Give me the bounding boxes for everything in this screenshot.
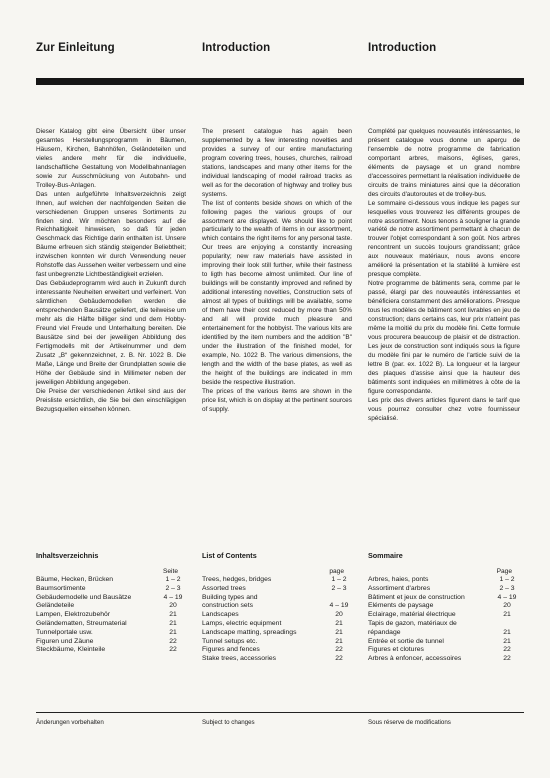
toc-row (368, 638, 520, 647)
toc-row-page: 2 – 3 (499, 584, 515, 592)
toc-row (36, 620, 186, 629)
toc-row (202, 629, 352, 638)
toc-row (202, 646, 352, 655)
footer-german: Änderungen vorbehalten (36, 719, 104, 726)
toc-row-page: 21 (335, 619, 343, 627)
toc-row-label: Tunnelportale usw. (36, 628, 93, 636)
toc-row-label: Eclairage, matérial électrique (368, 611, 456, 619)
toc-row-page: 4 – 19 (163, 593, 183, 601)
toc-row-label: Bäume, Hecken, Brücken (36, 576, 114, 583)
toc-row-page: 2 – 3 (165, 584, 181, 592)
toc-row (368, 646, 520, 655)
toc-row-label: construction sets (202, 602, 253, 610)
toc-row-page: 22 (169, 637, 177, 645)
toc-row (202, 611, 352, 620)
paragraph: Les prix des divers articles figurent dans le tarif que vous pourrez consulter chez votre fournisseur spécialisé. (368, 396, 520, 422)
toc-title: List of Contents (202, 551, 257, 560)
toc-row-label: Baumsortimente (36, 584, 86, 592)
toc-row (36, 602, 186, 611)
toc-row-label: Stake trees, accessories (202, 655, 277, 663)
toc-row-page: 21 (169, 611, 177, 619)
toc-row (368, 602, 520, 611)
toc-row (202, 602, 352, 611)
body-french (368, 128, 520, 423)
toc-row-label: Trees, hedges, bridges (202, 576, 272, 583)
toc-row (202, 594, 352, 603)
toc-row-page: 20 (169, 602, 177, 610)
toc-english (202, 551, 352, 664)
toc-row-page: 21 (335, 628, 343, 636)
paragraph: The prices of the various items are shown in the price list, which is on display at the pertinent sources of supply. (202, 387, 352, 413)
toc-title: Inhaltsverzeichnis (36, 551, 99, 560)
toc-page-label: page (329, 568, 344, 575)
paragraph: Complété par quelques nouveautés intéressantes, le présent catalogue vous donne un aperçu de l'ensemble de notre programme de fabrication comportant arbres, maisons, églises, gares, éléments de paysage et un grand nombre d'accessoires permettant la réalisation individuelle de circuits de trains miniatures ainsi que la décoration des circuits d'autoroutes et de trolley-bus. (368, 128, 520, 198)
toc-title: Sommaire (368, 551, 403, 560)
toc-row-page: 20 (503, 602, 511, 610)
toc-row-page: 22 (335, 655, 343, 663)
heading-german: Zur Einleitung (36, 42, 115, 54)
toc-row-page: 1 – 2 (165, 576, 181, 583)
toc-row-label: Assorted trees (202, 584, 246, 592)
toc-row (36, 611, 186, 620)
toc-row (368, 611, 520, 620)
toc-row-label: Assortiment d'arbres (368, 584, 431, 592)
paragraph: Dieser Katalog gibt eine Übersicht über unser gesamtes Herstellungsprogramm in Bäumen, Häusern, Kirchen, Bahnhöfen, Geländeteilen und vieles andere mehr für die individuelle, landschaftliche Gestaltung von Modellbahnanlagen sowie zur Ausschmückung von Autobahn- und Trolley-Bus-Anlagen. (36, 128, 186, 189)
toc-row (36, 576, 186, 585)
toc-row-page: 21 (335, 637, 343, 645)
footer-french: Sous réserve de modifications (368, 719, 451, 726)
toc-row (368, 655, 520, 664)
toc-row-label: répandage (368, 628, 401, 636)
paragraph: Die Preise der verschiedenen Artikel sind aus der Preisliste ersichtlich, die Sie bei den einschlägigen Bezugsquellen einsehen können. (36, 387, 186, 413)
toc-row (368, 585, 520, 594)
toc-row-label: Bâtiment et jeux de construction (368, 593, 465, 601)
toc-row-label: Landscapes (202, 611, 239, 619)
toc-row-label: Lampen, Elektrozubehör (36, 611, 111, 619)
toc-row-page: 22 (169, 646, 177, 654)
toc-row-label: Steckbäume, Kleinteile (36, 646, 106, 654)
toc-french (368, 551, 520, 664)
toc-row (368, 594, 520, 603)
paragraph: The present catalogue has again been supplemented by a few interesting novelties and provides a survey of our entire manufacturing program covering trees, houses, churches, railroad stations, landscapes and many other items for the individual landscaping of model railroad tracks as well as for the decoration of highway and trolley bus systems. (202, 128, 352, 198)
body-german (36, 128, 186, 415)
toc-row-label: Figures and fences (202, 646, 260, 654)
toc-row-label: Geländematten, Streumaterial (36, 619, 127, 627)
toc-row-page: 21 (169, 619, 177, 627)
toc-row-label: Entrée et sortie de tunnel (368, 637, 444, 645)
toc-row-page: 20 (335, 611, 343, 619)
toc-german (36, 551, 186, 655)
toc-row (36, 629, 186, 638)
toc-row-page: 21 (169, 628, 177, 636)
paragraph: Das Gebäudeprogramm wird auch in Zukunft durch interessante Neuheiten erweitert und verfeinert. Von sämtlichen Gebäudemodellen werden die entsprechenden Bausätze geliefert, die teilweise um mehr als die Hälfte billiger sind und dem Hobby-Freund viel Freude und Unterhaltung bereiten. Die Bausätze sind bei der jeweiligen Abbildung des Fertigmodells mit der Artikelnummer und dem Zusatz „B“ gekennzeichnet, z. B. Nr. 1022 B. Die Maße, Länge und Breite der Grundplatten sowie die Höhe der Gebäude sind in Millimeter neben der jeweiligen Abbildung angegeben. (36, 280, 186, 386)
toc-row-label: Building types and (202, 593, 258, 601)
toc-page-label: Seite (162, 568, 178, 575)
toc-row (202, 638, 352, 647)
toc-row-page: 22 (335, 646, 343, 654)
toc-row-page: 4 – 19 (497, 593, 517, 601)
paragraph: Das unten aufgeführte Inhaltsverzeichnis zeigt Ihnen, auf welchen der nachfolgenden Seiten die verschiedenen Gruppen unseres Sortiments zu finden sind. Wir möchten besonders auf die Reichhaltigkeit hinweisen, so daß für jeden Geschmack das Richtige darin enthalten ist. Unsere Bäume erfreuen sich ständig steigender Beliebtheit; inzwischen konnten wir durch Verwendung neuer Rohstoffe das Aussehen weiter verbessern und eine fast unbegrenzte Lichtbeständigkeit erzielen. (36, 190, 186, 279)
toc-row (368, 576, 520, 585)
toc-row (368, 620, 520, 629)
toc-row-label: Tunnel setups etc. (202, 637, 258, 645)
toc-row-page: 21 (503, 637, 511, 645)
toc-row-label: Eléments de paysage (368, 602, 434, 610)
toc-row (202, 585, 352, 594)
toc-row (202, 576, 352, 585)
toc-row-label: Geländeteile (36, 602, 75, 610)
toc-row-page: 4 – 19 (329, 602, 349, 610)
footer-english: Subject to changes (202, 719, 255, 726)
toc-row-label: Tapis de gazon, matériaux de (368, 619, 457, 627)
header-rule (36, 78, 524, 85)
paragraph: Le sommaire ci-dessous vous indique les pages sur lesquelles vous trouverez les différents groupes de notre assortiment. Nous tenons à souligner la grande variété de notre assortiment permettant à chacun de trouver l'objet correspondant à son goût. Nos arbres rencontrent un succès toujours grandissant; grâce aux nouveaux matériaux, nous avons encore amélioré la présentation et la stabilité à lumière est presque complète. (368, 199, 520, 279)
toc-row-label: Arbres, haies, ponts (368, 576, 429, 583)
heading-french: Introduction (368, 42, 437, 54)
toc-row-label: Landscape matting, spreadings (202, 628, 297, 636)
paragraph: The list of contents beside shows on which of the following pages the various groups of our assortment are displayed. We should like to point particularly to the wealth of items in our assortment, which contains the right items for any personal taste. Our trees are enjoying a constantly increasing popularity; new raw materials have assisted in improving their look still further, while their fastness to ligth has become almost unlimited. Our line of buildings will be constantly improved and refined by additional interesting novelties, Construction sets of almost all types of buildings will be available, some of them have their cost reduced by more than 50% and all will provide much pleasure and entertainement for the hobbyist. The various kits are identified by the item numbers and the addition "B" under the illustration of the finished model, for example, No. 1022 B. The various dimensions, the length and the width of the base plates, as well as the height of the buildings are indicated in mm beside the respective illustration. (202, 199, 352, 386)
footer-rule (36, 712, 524, 713)
toc-row-label: Arbres à enfoncer, accessoires (368, 655, 462, 663)
toc-rows (36, 576, 186, 655)
toc-rows (202, 576, 352, 664)
toc-row-page: 1 – 2 (499, 576, 515, 583)
toc-row-page: 2 – 3 (331, 584, 347, 592)
toc-row-label: Gebäudemodelle und Bausätze (36, 593, 132, 601)
toc-row (36, 638, 186, 647)
toc-row (202, 655, 352, 664)
paragraph: Notre programme de bâtiments sera, comme par le passé, élargi par des nouveautés intéressantes et bénéficiera constamment des améliorations. Presque tous les modèles de bâtiment sont livrables en jeu de construction; dans certains cas, leur prix n'atteint pas même la moitié du prix du modèle fini. Cette formule vous procurera beaucoup de plaisir et de distraction. Les jeux de construction sont indiqués sous la figure du modèle fini par le numéro de l'article suivi de la lettre B (par. ex. 1022 B). La longueur et la largeur des plaques d'assise ainsi que la hauteur des bâtiments sont indiquées en millimètres à côte de la figure correspondante. (368, 280, 520, 395)
toc-row-page: 21 (503, 611, 511, 619)
toc-row (36, 646, 186, 655)
body-english (202, 128, 352, 415)
toc-row-page: 22 (503, 655, 511, 663)
toc-rows (368, 576, 520, 664)
toc-row-label: Lamps, electric equipment (202, 619, 282, 627)
toc-row-page: 1 – 2 (331, 576, 347, 583)
toc-page-label: Page (496, 568, 512, 575)
toc-row-label: Figures et clotures (368, 646, 424, 654)
toc-row (36, 585, 186, 594)
toc-row-page: 21 (503, 628, 511, 636)
toc-row (36, 594, 186, 603)
heading-english: Introduction (202, 42, 271, 54)
toc-row-label: Figuren und Zäune (36, 637, 94, 645)
toc-row (368, 629, 520, 638)
toc-row (202, 620, 352, 629)
toc-row-page: 22 (503, 646, 511, 654)
